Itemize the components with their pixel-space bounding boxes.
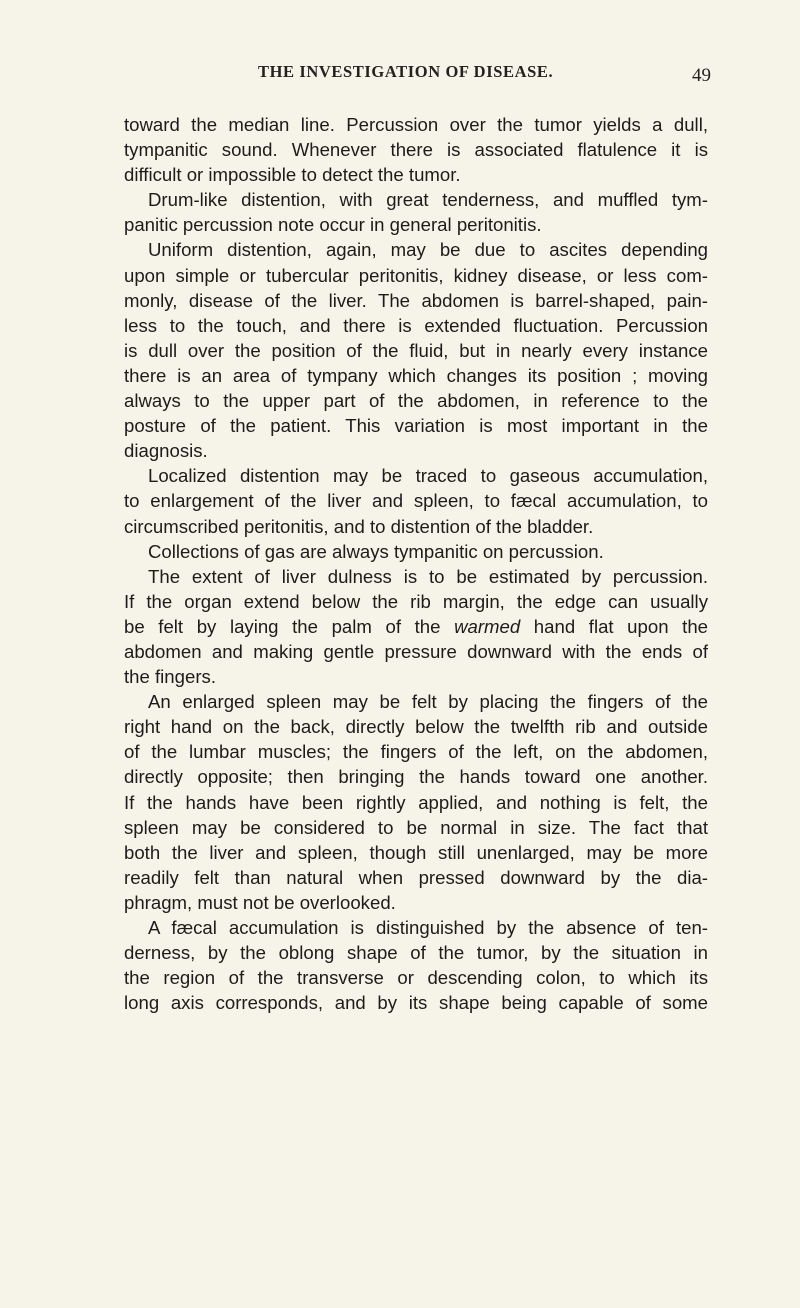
text-line: Uniform distention, again, may be due to ascites depending — [148, 239, 708, 261]
text-line: readily felt than natural when pressed downward by the dia- — [124, 866, 708, 888]
page-number: 49 — [692, 65, 711, 86]
emphasized-word: warmed — [454, 615, 521, 637]
text-line: A fæcal accumulation is distinguished by the absence of ten- — [148, 917, 708, 938]
text-line: If the organ extend below the rib margin, the edge can usually — [124, 590, 708, 612]
text-line: Drum-like distention, with great tenderness, and muffled tym- — [148, 189, 708, 211]
text-line: long axis corresponds, and by its shape being capable of some — [124, 992, 708, 1014]
text-line: Collections of gas are always tympanitic on percussion. — [148, 540, 604, 562]
text-line: directly opposite; then bringing the hands toward one another. — [124, 766, 708, 788]
text-line: of the lumbar muscles; the fingers of the left, on the abdomen, — [124, 741, 708, 763]
text-line: always to the upper part of the abdomen, in reference to the — [124, 390, 708, 412]
text-line: monly, disease of the liver. The abdomen is barrel-shaped, pain- — [124, 289, 708, 311]
text-line: right hand on the back, directly below the twelfth rib and outside — [124, 716, 708, 738]
text-line: circumscribed peritonitis, and to distention of the bladder. — [124, 515, 594, 537]
text-line: posture of the patient. This variation is most important in the — [124, 415, 708, 437]
text-line: toward the median line. Percussion over the tumor yields a dull, — [124, 114, 708, 135]
text-line: diagnosis. — [124, 440, 208, 462]
text-line: The extent of liver dulness is to be estimated by percussion. — [148, 565, 708, 587]
body-text — [124, 112, 708, 1015]
text-line: the fingers. — [124, 666, 216, 688]
text-line: phragm, must not be overlooked. — [124, 891, 396, 913]
text-line: difficult or impossible to detect the tumor. — [124, 164, 461, 186]
text-line: there is an area of tympany which changes its position ; moving — [124, 364, 708, 386]
text-line: An enlarged spleen may be felt by placing the fingers of the — [148, 691, 708, 713]
text-line: Localized distention may be traced to gaseous accumulation, — [148, 465, 708, 487]
text-line: spleen may be considered to be normal in size. The fact that — [124, 816, 708, 838]
text-line: tympanitic sound. Whenever there is associated flatulence it is — [124, 139, 708, 161]
text-segment: be felt by laying the palm of the — [124, 615, 455, 637]
text-line: the region of the transverse or descending colon, to which its — [124, 967, 708, 989]
text-segment: hand flat upon the — [520, 615, 708, 637]
running-head: THE INVESTIGATION OF DISEASE. — [258, 62, 554, 81]
text-line: is dull over the position of the fluid, but in nearly every instance — [124, 339, 708, 361]
text-line: both the liver and spleen, though still unenlarged, may be more — [124, 841, 708, 863]
text-line: panitic percussion note occur in general peritonitis. — [124, 214, 542, 236]
text-line: If the hands have been rightly applied, and nothing is felt, the — [124, 791, 708, 813]
text-line — [124, 614, 708, 639]
text-line: upon simple or tubercular peritonitis, kidney disease, or less com- — [124, 264, 708, 286]
text-line: abdomen and making gentle pressure downward with the ends of — [124, 640, 708, 662]
text-line: to enlargement of the liver and spleen, to fæcal accumulation, to — [124, 490, 708, 512]
text-line: derness, by the oblong shape of the tumor, by the situation in — [124, 942, 708, 964]
text-line: less to the touch, and there is extended fluctuation. Percussion — [124, 314, 708, 336]
